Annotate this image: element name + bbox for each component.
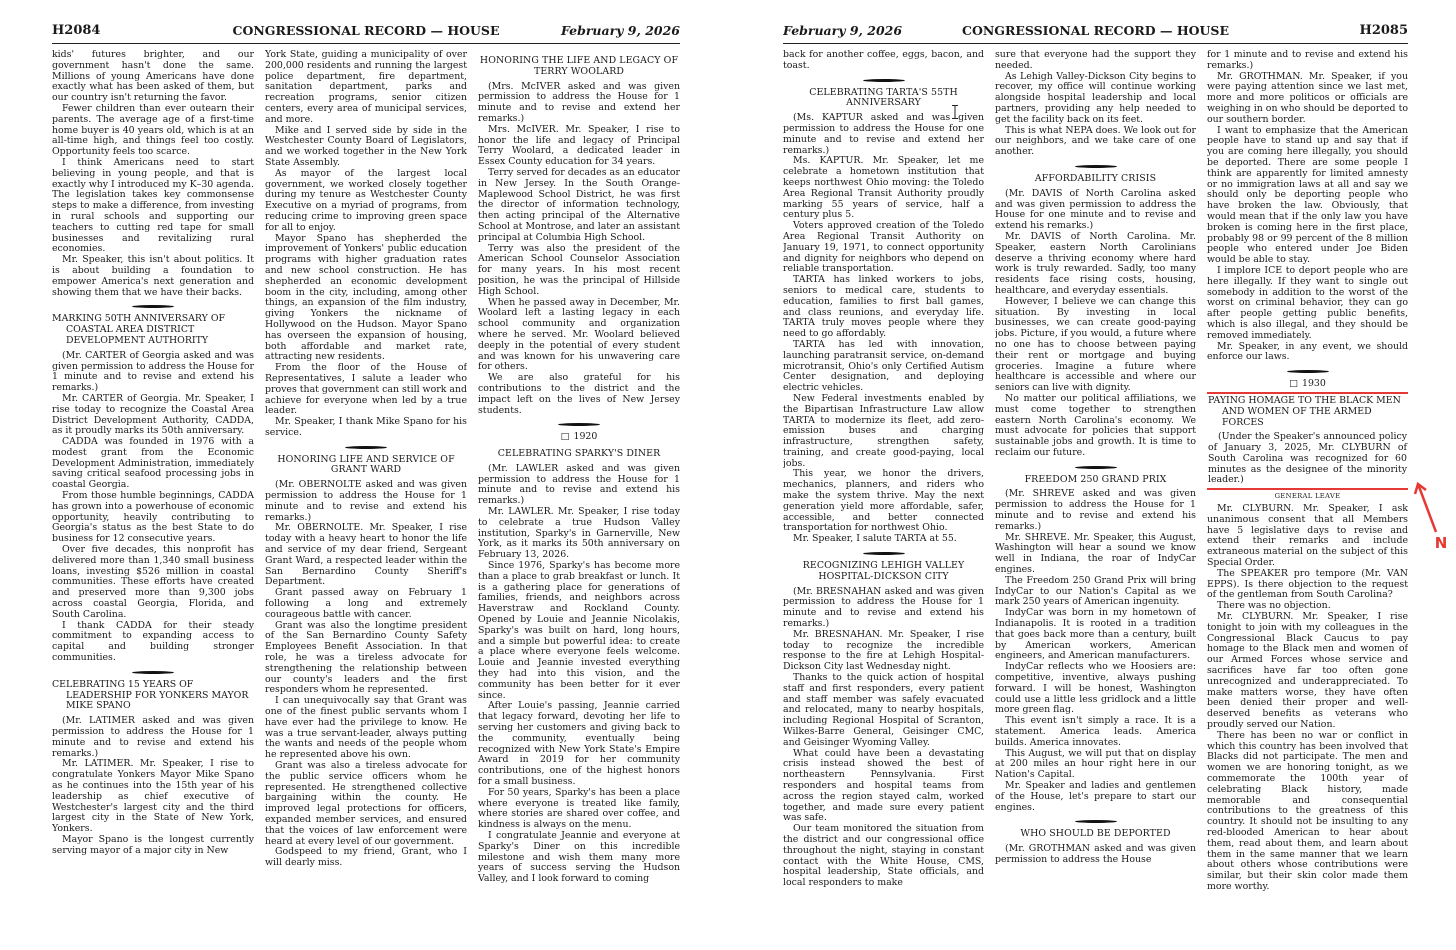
paragraph: Mr. CARTER of Georgia. Mr. Speaker, I rise today to recognize the Coastal Area District Development Authority, CADDA, as it proudly marks its 50th anniversary. [52, 392, 254, 437]
section-heading: WHO SHOULD BE DEPORTED [1020, 828, 1171, 840]
paragraph: When he passed away in December, Mr. Woolard left a lasting legacy in each school community and organization where he served. Mr. Woolard believed deeply in the potential of every student and was known for his unwavering care for others. [478, 296, 680, 373]
section-heading: CELEBRATING 15 YEARS OF LEADERSHIP FOR YONKERS MAYOR MIKE SPANO [52, 678, 249, 712]
section-divider [345, 446, 387, 449]
paragraph: Mr. LATIMER. Mr. Speaker, I rise to congratulate Yonkers Mayor Mike Spano as he continues into the 15th year of his leadership as chief executive of Westchester's largest city and the third largest city in the State of New York, Yonkers. [52, 758, 254, 835]
paragraph: Mr. Speaker, I thank Mike Spano for his service. [265, 416, 467, 438]
general-leave-label: GENERAL LEAVE [1274, 492, 1341, 501]
paragraph: Mr. BRESNAHAN. Mr. Speaker, I rise today to recognize the incredible response to the fire at Lehigh Hospital-Dickson City last Wednesday night. [783, 628, 984, 673]
section-heading: CELEBRATING TARTA'S 55TH ANNIVERSARY [809, 86, 958, 109]
time-stamp: □ 1920 [478, 432, 680, 443]
paragraph: Mr. LAWLER. Mr. Speaker, I rise today to celebrate a true Hudson Valley institution, Sparky's in Garnerville, New York, as it marks its 50th anniversary on February 13, 2026. [478, 506, 680, 561]
paragraph: Mr. DAVIS of North Carolina. Mr. Speaker, eastern North Carolinians deserve a thriving economy where hard work is truly rewarded. Sadly, too many residents face rising costs, housing, healthcare, and everyday essentials. [995, 230, 1196, 296]
paragraph: (Mr. CARTER of Georgia asked and was given permission to address the House for 1 minute and to revise and extend his remarks.) [52, 349, 254, 394]
paragraph: Mr. CLYBURN. Mr. Speaker, I rise tonight to join with my colleagues in the Congressional Black Caucus to pay homage to the Black men and women of our Armed Forces whose service and sacrifices have far too often gone unrecognized and underappreciated. To make matters worse, they have often been denied their proper and well-deserved benefits as veterans who proudly served our Nation. [1207, 611, 1408, 731]
paragraph: There has been no war or conflict in which this country has been involved that Blacks did not participate. The men and women we are honoring tonight, as we commemorate the 100th year of celebrating Black history, made memorable and consequential contributions to the greatness of this country. It should not be insulting to any red-blooded American to hear about them, read about them, and learn about them in the same manner that we learn about others whose contributions were similar, but their skin color made them more worthy. [1207, 729, 1408, 892]
time-stamp: □ 1930 [1207, 379, 1408, 390]
paragraph: Grant was also a tireless advocate for the public service officers whom he represented. He strengthened collective bargaining within the county. He improved legal protections for officers, expanded member services, and ensured that the voices of law enforcement were heard at every level of our government. [265, 760, 467, 847]
page-number: H2084 [52, 23, 101, 38]
running-head: CONGRESSIONAL RECORD — HOUSE [232, 23, 500, 38]
annotation-arrow-icon [1412, 478, 1442, 538]
section-heading: CELEBRATING SPARKY'S DINER [497, 448, 661, 460]
right-page [783, 22, 1408, 922]
header-rule [783, 43, 1408, 44]
paragraph: Since 1976, Sparky's has become more than a place to grab breakfast or lunch. It is a gathering place for generations of families, friends, and neighbors across Haverstraw and Rockland County. Opened by Louie and Jeannie Nicolakis, Sparky's was built on hard, long hours, and a simple but powerful idea: to create a place where everyone feels welcome. Louie and Jeannie invested everything they had into this vision, and the community has been better for it ever since. [478, 560, 680, 701]
paragraph: Mr. SHREVE. Mr. Speaker, this August, Washington will hear a sound we know well in Indiana, the roar of IndyCar engines. [995, 531, 1196, 576]
page-header [52, 22, 680, 40]
page-date: February 9, 2026 [560, 23, 680, 38]
paragraph: Fewer children than ever outearn their parents. The average age of a first-time home buyer is 40 years old, which is at an all-time high, and things feel too costly. Opportunity feels too scarce. [52, 102, 254, 158]
paragraph: This event isn't simply a race. It is a statement. America leads. America builds. America innovates. [995, 715, 1196, 748]
paragraph: Mike and I served side by side in the Westchester County Board of Legislators, and we worked together in the New York State Assembly. [265, 124, 467, 168]
paragraph: (Mr. LAWLER asked and was given permission to address the House for 1 minute and to revise and extend his remarks.) [478, 462, 680, 507]
paragraph: Thanks to the quick action of hospital staff and first responders, every patient and staff member was safely evacuated and relocated, many to nearby hospitals, including Regional Hospital of Scranton, Wilkes-Barre General, Geisinger CMC, and Geisinger Wyoming Valley. [783, 672, 984, 748]
paragraph: The Freedom 250 Grand Prix will bring IndyCar to our Nation's Capital as we mark 250 years of American ingenuity. [995, 574, 1196, 608]
column-3 [1207, 50, 1408, 918]
paragraph: Mr. GROTHMAN. Mr. Speaker, if you were paying attention since we last met, more and more politicos or officials are weighing in on who should be deported to our southern border. [1207, 70, 1408, 125]
paragraph: Terry was also the president of the American School Counselor Association for many years. In his most recent position, he was the principal of Hillside High School. [478, 242, 680, 297]
section-heading: PAYING HOMAGE TO THE BLACK MEN AND WOMEN OF THE ARMED FORCES [1208, 394, 1401, 428]
section-divider [1075, 466, 1117, 469]
paragraph: I want to emphasize that the American people have to stand up and say that if you are coming here illegally, you should be deported. There are some people I think are apparently for limited amnesty or no immigration laws at all and say we should only be deporting people who have broken the law. Obviously, that would mean that if the only law you have broken is coming here in the first place, probably 98 or 99 percent of the 8 million people who entered under Joe Biden would be able to stay. [1207, 124, 1408, 266]
paragraph: Ms. KAPTUR. Mr. Speaker, let me celebrate a hometown institution that keeps northwest Ohio moving: the Toledo Area Regional Transit Authority proudly marking 55 years of service, half a century plus 5. [783, 155, 984, 221]
section-heading: RECOGNIZING LEHIGH VALLEY HOSPITAL-DICKSON CITY [802, 560, 965, 582]
paragraph: Mr. OBERNOLTE. Mr. Speaker, I rise today with a heavy heart to honor the life and service of my dear friend, Sergeant Grant Ward, a respected leader within the San Bernardino County Sheriff's Department. [265, 522, 467, 588]
paragraph: (Mr. GROTHMAN asked and was given permission to address the House [995, 843, 1196, 865]
page-number: H2085 [1359, 23, 1408, 38]
paragraph: There was no objection. [1217, 600, 1331, 612]
paragraph: (Mr. SHREVE asked and was given permission to address the House for 1 minute and to revise and extend his remarks.) [995, 488, 1196, 532]
paragraph: This year, we honor the drivers, mechanics, planners, and riders who make the system thrive. May the next generation yield more affordable, safer, accessible, and better connected transportation for northwest Ohio. [783, 468, 984, 534]
text-cursor-icon [952, 105, 958, 119]
paragraph: After Louie's passing, Jeannie carried that legacy forward, devoting her life to serving her customers and giving back to the community, eventually being recognized with New York State's Empire Award in 2019 for her community contributions, one of the highest honors for a small business. [478, 700, 680, 787]
column-3 [478, 50, 680, 918]
paragraph: (Under the Speaker's announced policy of January 3, 2025, Mr. CLYBURN of South Carolina was recognized for 60 minutes as the designee of the minority leader.) [1208, 431, 1407, 486]
paragraph: As Lehigh Valley-Dickson City begins to recover, my office will continue working alongside hospital leadership and local partners, providing any help needed to get the facility back on its feet. [995, 70, 1196, 125]
paragraph: IndyCar was born in my hometown of Indianapolis. It is rooted in a tradition that goes back more than a century, built by American workers, American engineers, and American manufacturers. [995, 607, 1196, 662]
left-page [52, 22, 680, 922]
page-date: February 9, 2026 [783, 23, 903, 38]
section-heading: HONORING THE LIFE AND LEGACY OF TERRY WOOLARD [479, 55, 679, 77]
paragraph: sure that everyone had the support they needed. [995, 50, 1196, 71]
paragraph: The SPEAKER pro tempore (Mr. VAN EPPS). Is there objection to the request of the gentleman from South Carolina? [1207, 567, 1408, 601]
section-divider [863, 79, 905, 82]
paragraph: This is what NEPA does. We look out for our neighbors, and we take care of one another. [995, 124, 1196, 158]
paragraph: Mr. Speaker, this isn't about politics. It is about building a foundation to empower America's next generation and showing them that we have their backs. [52, 254, 254, 298]
paragraph: (Mr. LATIMER asked and was given permission to address the House for 1 minute and to revise and extend his remarks.) [52, 715, 254, 759]
paragraph: From those humble beginnings, CADDA has grown into a powerhouse of economic opportunity, heavily contributing to Georgia's status as the best State to do business for 12 consecutive years. [52, 490, 254, 545]
paragraph: Mr. Speaker, in any event, we should enforce our laws. [1207, 340, 1408, 363]
column-1 [783, 50, 984, 918]
paragraph: CADDA was founded in 1976 with a modest grant from the Economic Development Administration, immediately saving critical seafood processing jobs in coastal Georgia. [52, 436, 254, 491]
paragraph: I congratulate Jeannie and everyone at Sparky's Diner on this incredible milestone and wish them many more years of success serving the Hudson Valley, and I look forward to coming [478, 829, 680, 885]
section-divider [558, 423, 600, 426]
section-heading: FREEDOM 250 GRAND PRIX [1024, 473, 1167, 485]
paragraph: Our team monitored the situation from the district and our congressional office throughout the night, staying in constant contact with the White House, CMS, hospital leadership, State officials, and local responders to make [783, 823, 984, 889]
section-divider [132, 305, 174, 308]
paragraph: for 1 minute and to revise and extend his remarks.) [1207, 50, 1408, 71]
running-head: CONGRESSIONAL RECORD — HOUSE [962, 23, 1229, 38]
section-heading: AFFORDABILITY CRISIS [1034, 172, 1157, 184]
paragraph: back for another coffee, eggs, bacon, and toast. [783, 50, 984, 71]
paragraph: Mayor Spano is the longest currently serving mayor of a major city in New [52, 833, 254, 856]
paragraph: What could have been a devastating crisis instead showed the best of northeastern Pennsylvania. First responders and hospital teams from across the region stayed calm, worked together, and made sure every patient was safe. [783, 747, 984, 824]
paragraph: TARTA has led with innovation, launching paratransit service, on-demand microtransit, Ohio's only Certified Autism Center designation, and deploying electric vehicles. [783, 338, 984, 394]
paragraph: York State, guiding a municipality of over 200,000 residents and running the largest police department, fire department, sanitation department, parks and recreation programs, senior citizen centers, every area of municipal services, and more. [265, 50, 467, 125]
section-heading: MARKING 50TH ANNIVERSARY OF COASTAL AREA DISTRICT DEVELOPMENT AUTHORITY [52, 313, 226, 346]
paragraph: Grant was also the longtime president of the San Bernardino County Safety Employees Benefit Association. In that role, he was a tireless advocate for strengthening the relationship between our county's leaders and the first responders whom he represented. [265, 619, 467, 696]
paragraph: TARTA has linked workers to jobs, seniors to medical care, students to education, families to first ball games, and class reunions, and everyday life. TARTA truly moves people where they need to go affordably. [783, 274, 984, 340]
section-divider [863, 552, 905, 555]
paragraph: Mayor Spano has shepherded the improvement of Yonkers' public education programs with higher graduation rates and new school construction. He has shepherded an economic development boom in the city, including, among other things, an expansion of the film industry, giving Yonkers the nickname of Hollywood on the Hudson. Mayor Spano has overseen the expansion of housing, both affordable and market rate, attracting new residents. [265, 232, 467, 363]
paragraph: Mr. Speaker, I salute TARTA at 55. [793, 533, 957, 545]
paragraph: (Mr. DAVIS of North Carolina asked and was given permission to address the House for one minute and to revise and extend his remarks.) [995, 187, 1196, 232]
paragraph: (Ms. KAPTUR asked and was given permission to address the House for one minute and to revise and extend her remarks.) [783, 112, 984, 156]
paragraph: However, I believe we can change this situation. By investing in local businesses, we can create good-paying jobs. Picture, if you would, a future where no one has to choose between paying their rent or mortgage and buying groceries. Imagine a future where healthcare is accessible and where our seniors can live with dignity. [995, 295, 1196, 394]
column-2 [995, 50, 1196, 918]
paragraph: Voters approved creation of the Toledo Area Regional Transit Authority on January 19, 1971, to connect opportunity and dignity for neighbors who depend on reliable transportation. [783, 220, 984, 275]
paragraph: This August, we will put that on display at 200 miles an hour right here in our Nation's Capital. [995, 747, 1196, 781]
column-1 [52, 50, 254, 918]
paragraph: (Mr. BRESNAHAN asked and was given permission to address the House for 1 minute and to revise and extend his remarks.) [783, 585, 984, 630]
paragraph: kids' futures brighter, and our government hasn't done the same. Millions of young Americans have done exactly what has been asked of them, but our country isn't returning the favor. [52, 50, 254, 104]
paragraph: I thank CADDA for their steady commitment to expanding access to capital and building stronger communities. [52, 619, 254, 664]
section-divider [1075, 165, 1117, 168]
paragraph: (Mrs. McIVER asked and was given permission to address the House for 1 minute and to revise and extend her remarks.) [478, 80, 680, 124]
paragraph: No matter our political affiliations, we must come together to strengthen eastern North Carolina's economy. We must advocate for policies that support sustainable jobs and growth. It is time to reclaim our future. [995, 392, 1196, 458]
paragraph: As mayor of the largest local government, we worked closely together during my tenure as Westchester County Executive on a myriad of programs, from reducing crime to improving green space for all to enjoy. [265, 167, 467, 233]
paragraph: IndyCar reflects who we Hoosiers are: competitive, inventive, always pushing forward. I will be honest, Washington could use a little less gridlock and a little more green flag. [995, 661, 1196, 716]
column-2 [265, 50, 467, 918]
paragraph: I think Americans need to start believing in young people, and that is exactly why I introduced my K–30 agenda. The legislation takes key commonsense steps to make a difference, from investing in rural schools and supporting our teachers to cutting red tape for small businesses and revitalizing rural economies. [52, 156, 254, 255]
paragraph: We are also grateful for his contributions to the district and the impact left on the lives of New Jersey students. [478, 372, 680, 416]
annotation-marker: N [1434, 534, 1448, 552]
paragraph: Mr. Speaker and ladies and gentlemen of the House, let's prepare to start our engines. [995, 780, 1196, 813]
paragraph: Over five decades, this nonprofit has delivered more than 1,340 small business loans, investing $526 million in coastal communities. These efforts have created and preserved more than 9,300 jobs across coastal Georgia, Florida, and South Carolina. [52, 544, 254, 620]
paragraph: For 50 years, Sparky's has been a place where everyone is treated like family, where stories are shared over coffee, and kindness is always on the menu. [478, 786, 680, 831]
section-divider [1287, 370, 1329, 373]
paragraph: New Federal investments enabled by the Bipartisan Infrastructure Law allow TARTA to modernize its fleet, add zero-emission buses and charging infrastructure, strengthen safety, training, and create good-paying, local jobs. [783, 392, 984, 469]
paragraph: Mr. CLYBURN. Mr. Speaker, I ask unanimous consent that all Members have 5 legislative days to revise and extend their remarks and include extraneous material on the subject of this Special Order. [1207, 503, 1408, 569]
paragraph: Terry served for decades as an educator in New Jersey. In the South Orange-Maplewood School District, he was first the director of information technology, then acting principal of the Alternative School at Montrose, and later an assistant principal at Columbia High School. [478, 166, 680, 243]
paragraph: Godspeed to my friend, Grant, who I will dearly miss. [265, 846, 467, 869]
section-divider [132, 671, 174, 674]
paragraph: (Mr. OBERNOLTE asked and was given permission to address the House for 1 minute and to revise and extend his remarks.) [265, 479, 467, 523]
paragraph: I implore ICE to deport people who are here illegally. If they want to single out somebody in addition to the worst of the worst on criminal behavior, they can go after people getting public benefits, which is also illegal, and they should be removed immediately. [1207, 264, 1408, 341]
paragraph: Grant passed away on February 1 following a long and extremely courageous battle with cancer. [265, 587, 467, 620]
paragraph: From the floor of the House of Representatives, I salute a leader who proves that government can still work and achieve for everyone when led by a true leader. [265, 362, 467, 417]
section-heading: HONORING LIFE AND SERVICE OF GRANT WARD [277, 453, 455, 476]
paragraph: Mrs. McIVER. Mr. Speaker, I rise to honor the life and legacy of Principal Terry Woolard, a dedicated leader in Essex County education for 34 years. [478, 123, 680, 168]
highlight-box [1207, 392, 1408, 490]
header-rule [52, 43, 680, 44]
paragraph: I can unequivocally say that Grant was one of the finest public servants whom I have ever had the privilege to know. He was a true servant-leader, always putting the wants and needs of the people whom he represented above his own. [265, 695, 467, 761]
page-header [783, 22, 1408, 40]
section-divider [1075, 820, 1117, 823]
